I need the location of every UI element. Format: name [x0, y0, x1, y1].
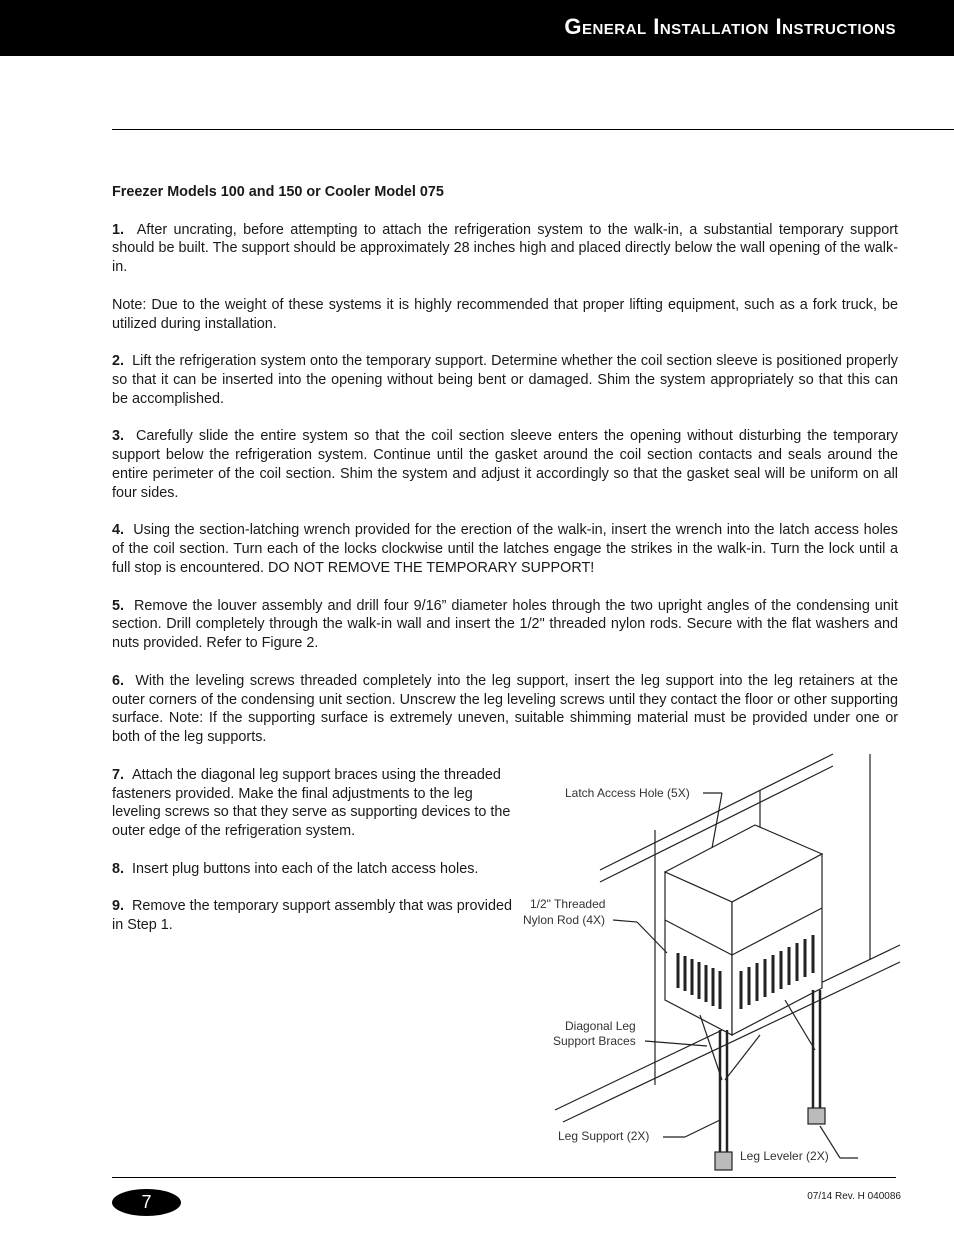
step-3: 3. Carefully slide the entire system so that the coil section sleeve enters the opening without disturbing the temporary support below the refrigeration system. Continue until the gasket around the coil section contacts and seals around the entire perimeter of the coil section. Shim the system and adjust it accordingly so that the gasket seal will be uniform on all four sides. — [112, 428, 899, 501]
top-divider — [112, 129, 954, 130]
label-leg-leveler: Leg Leveler (2X) — [740, 1149, 829, 1163]
leader-latch-2 — [712, 793, 722, 848]
brace-2 — [725, 1035, 760, 1080]
brace-3 — [785, 1000, 815, 1050]
installation-figure — [515, 750, 905, 1175]
label-nylon-rod-2: Nylon Rod (4X) — [523, 913, 606, 927]
page-title: General Installation Instructions — [564, 14, 896, 39]
step-2: 2. Lift the refrigeration system onto the temporary support. Determine whether the coil section sleeve is positioned properly so that it can be inserted into the opening without being bent or damaged. Shim the system appropriately so that this can be accomplished. — [112, 353, 898, 407]
label-diagonal-braces-1: Diagonal Leg — [565, 1019, 636, 1033]
bottom-divider — [112, 1177, 896, 1178]
label-nylon-rod-1: 1/2" Threaded — [530, 897, 606, 911]
step-6: 6. With the leveling screws threaded completely into the leg support, insert the leg support into the leg retainers at the outer corners of the condensing unit section. Unscrew the leg leveling screws until they contact the floor or other supporting surface. Note: If the supporting surface is extremely uneven, suitable shimming material must be provided under one or both of the leg supports. — [112, 672, 899, 746]
page-number: 7 — [112, 1189, 181, 1216]
section-heading: Freezer Models 100 and 150 or Cooler Model 075 — [112, 184, 444, 200]
note: Note: Due to the weight of these systems it is highly recommended that proper lifting equipment, such as a fork truck, be utilized during installation. — [112, 296, 898, 332]
header-bar — [0, 0, 954, 56]
step-9: 9. Remove the temporary support assembly that was provided in Step 1. — [112, 898, 512, 934]
step-4: 4. Using the section-latching wrench provided for the erection of the walk-in, insert the wrench into the latch access holes of the coil section. Turn each of the locks clockwise until the latches engage the strikes in the walk-in. Turn the lock until a full stop is encountered. DO NOT REMOVE THE TEMPORARY SUPPORT! — [112, 522, 898, 576]
leader-rod-2 — [637, 922, 667, 953]
step-7: 7. Attach the diagonal leg support braces using the threaded fasteners provided. Make the final adjustments to the leg leveling screws so that they serve as supporting devices to the outer edge of the refrigeration system. — [112, 766, 511, 840]
leg-leveler-rear — [808, 1108, 825, 1124]
step-5: 5. Remove the louver assembly and drill four 9/16” diameter holes through the two upright angles of the condensing unit section. Drill completely through the walk-in wall and insert the 1/2" threaded nylon rods. Secure with the flat washers and nuts provided. Refer to Figure 2. — [112, 597, 898, 652]
leader-leg-2 — [685, 1120, 720, 1137]
leg-leveler-front — [715, 1152, 732, 1170]
label-leg-support: Leg Support (2X) — [558, 1129, 650, 1143]
label-diagonal-braces-2: Support Braces — [553, 1034, 636, 1048]
label-latch-access-hole: Latch Access Hole (5X) — [565, 786, 690, 800]
step-8: 8. Insert plug buttons into each of the latch access holes. — [112, 860, 479, 877]
revision-info: 07/14 Rev. H 040086 — [807, 1191, 901, 1202]
step-1: 1. After uncrating, before attempting to attach the refrigeration system to the walk-in, a substantial temporary support should be built. The support should be approximately 28 inches high and placed directly below the wall opening of the walk-in. — [112, 221, 899, 276]
leader-rod — [613, 920, 637, 922]
